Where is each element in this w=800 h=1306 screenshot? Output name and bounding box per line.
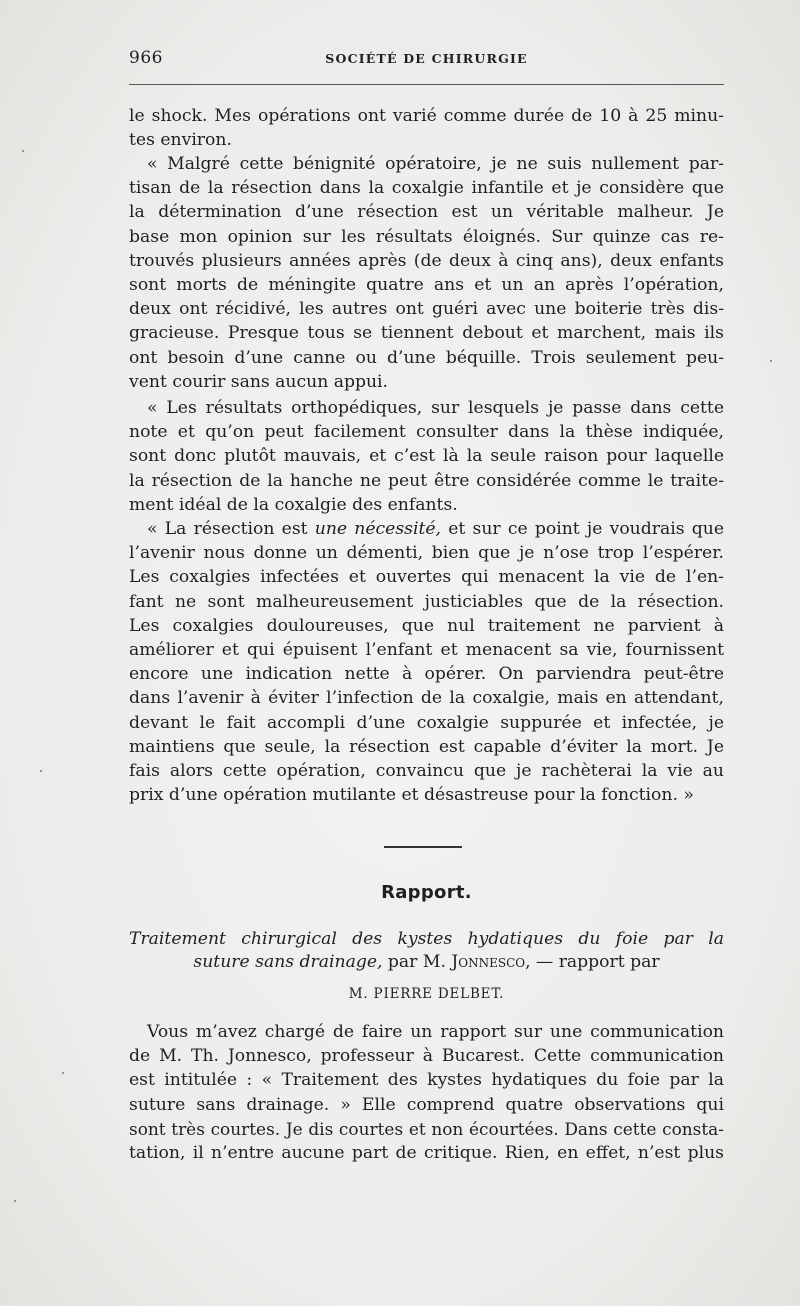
text-line: est intitulée : « Traitement des kystes hydatiques du foie par la bbox=[129, 1070, 724, 1091]
section-separator-rule bbox=[384, 846, 462, 848]
paragraph-2 bbox=[129, 152, 724, 394]
report-author: M. PIERRE DELBET. bbox=[348, 986, 505, 1002]
text-line: sont très courtes. Je dis courtes et non écourtées. Dans cette consta- bbox=[129, 1118, 724, 1139]
text-line: le shock. Mes opérations ont varié comme durée de 10 à 25 minu- bbox=[129, 106, 724, 126]
text-line: tes environ. bbox=[129, 130, 232, 151]
text-line bbox=[129, 517, 724, 541]
text-line: ment idéal de la coxalgie des enfants. bbox=[129, 494, 458, 515]
report-title bbox=[129, 928, 724, 974]
section-heading: Rapport. bbox=[381, 882, 472, 903]
paper-speck bbox=[62, 1072, 64, 1074]
report-body bbox=[129, 1020, 724, 1165]
text-line: dans l’avenir à éviter l’infection de la coxalgie, mais en attendant, bbox=[129, 688, 724, 709]
text-line: fant ne sont malheureusement justiciables que de la résection. bbox=[129, 591, 724, 612]
text-line: « Les résultats orthopédiques, sur lesquels je passe dans cette bbox=[147, 398, 724, 418]
report-title-line-2 bbox=[129, 951, 724, 974]
paper-speck bbox=[770, 360, 772, 362]
text-line: suture sans drainage. » Elle comprend quatre observations qui bbox=[129, 1094, 724, 1115]
text-line: deux ont récidivé, les autres ont guéri avec une boiterie très dis- bbox=[129, 299, 724, 320]
paragraph-1 bbox=[129, 104, 724, 152]
text-line: trouvés plusieurs années après (de deux à cinq ans), deux enfants bbox=[129, 250, 724, 271]
text-line: « Malgré cette bénignité opératoire, je ne suis nullement par- bbox=[147, 154, 724, 174]
text-run: et sur ce point je voudrais que bbox=[441, 519, 724, 539]
text-run: , — rapport par bbox=[525, 952, 660, 972]
text-line: vent courir sans aucun appui. bbox=[129, 371, 389, 392]
text-line: améliorer et qui épuisent l’enfant et menacent sa vie, fournissent bbox=[129, 639, 724, 660]
text-line: la détermination d’une résection est un véritable malheur. Je bbox=[129, 202, 724, 223]
text-run: par M. bbox=[382, 952, 452, 972]
page-header bbox=[129, 48, 724, 70]
author-surname: Jonnesco bbox=[451, 952, 526, 972]
text-line: base mon opinion sur les résultats éloignés. Sur quinze cas re- bbox=[129, 226, 724, 247]
italic-run: Traitement chirurgical des kystes hydatiques du foie par la bbox=[129, 929, 724, 949]
text-line: note et qu’on peut facilement consulter dans la thèse indiquée, bbox=[129, 422, 724, 443]
paragraph-4 bbox=[129, 517, 724, 807]
text-run: « La résection est bbox=[147, 519, 315, 539]
paper-speck bbox=[40, 770, 42, 772]
italic-run: une nécessité, bbox=[314, 519, 442, 539]
text-line: Vous m’avez chargé de faire un rapport sur une communication bbox=[147, 1022, 724, 1042]
paper-speck bbox=[14, 1200, 16, 1202]
text-line: ont besoin d’une canne ou d’une béquille. Trois seulement peu- bbox=[129, 347, 724, 368]
running-title: SOCIÉTÉ DE CHIRURGIE bbox=[325, 51, 528, 66]
text-line: l’avenir nous donne un démenti, bien que je n’ose trop l’espérer. bbox=[129, 543, 724, 564]
header-rule bbox=[129, 84, 724, 85]
text-line: fais alors cette opération, convaincu que je rachèterai la vie au bbox=[129, 760, 724, 781]
text-line: prix d’une opération mutilante et désastreuse pour la fonction. » bbox=[129, 785, 694, 806]
text-line: de M. Th. Jonnesco, professeur à Bucarest. Cette communication bbox=[129, 1046, 724, 1067]
text-line: maintiens que seule, la résection est capable d’éviter la mort. Je bbox=[129, 736, 724, 757]
paper-speck bbox=[22, 150, 24, 152]
page-number: 966 bbox=[129, 48, 163, 68]
text-line: tisan de la résection dans la coxalgie infantile et je considère que bbox=[129, 178, 724, 199]
italic-run: suture sans drainage, bbox=[193, 952, 383, 972]
text-line: encore une indication nette à opérer. On parviendra peut-être bbox=[129, 664, 724, 685]
text-line: sont morts de méningite quatre ans et un an après l’opération, bbox=[129, 274, 724, 295]
paragraph-3 bbox=[129, 396, 724, 517]
text-line: Les coxalgies douloureuses, que nul traitement ne parvient à bbox=[129, 615, 724, 636]
report-title-line-1 bbox=[129, 928, 724, 951]
text-line: devant le fait accompli d’une coxalgie suppurée et infectée, je bbox=[129, 712, 724, 733]
text-line: gracieuse. Presque tous se tiennent debout et marchent, mais ils bbox=[129, 323, 724, 344]
text-line: Les coxalgies infectées et ouvertes qui menacent la vie de l’en- bbox=[129, 567, 724, 588]
text-line: la résection de la hanche ne peut être considérée comme le traite- bbox=[129, 470, 724, 491]
text-line: tation, il n’entre aucune part de critique. Rien, en effet, n’est plus bbox=[129, 1142, 724, 1163]
text-line: sont donc plutôt mauvais, et c’est là la seule raison pour laquelle bbox=[129, 446, 724, 467]
